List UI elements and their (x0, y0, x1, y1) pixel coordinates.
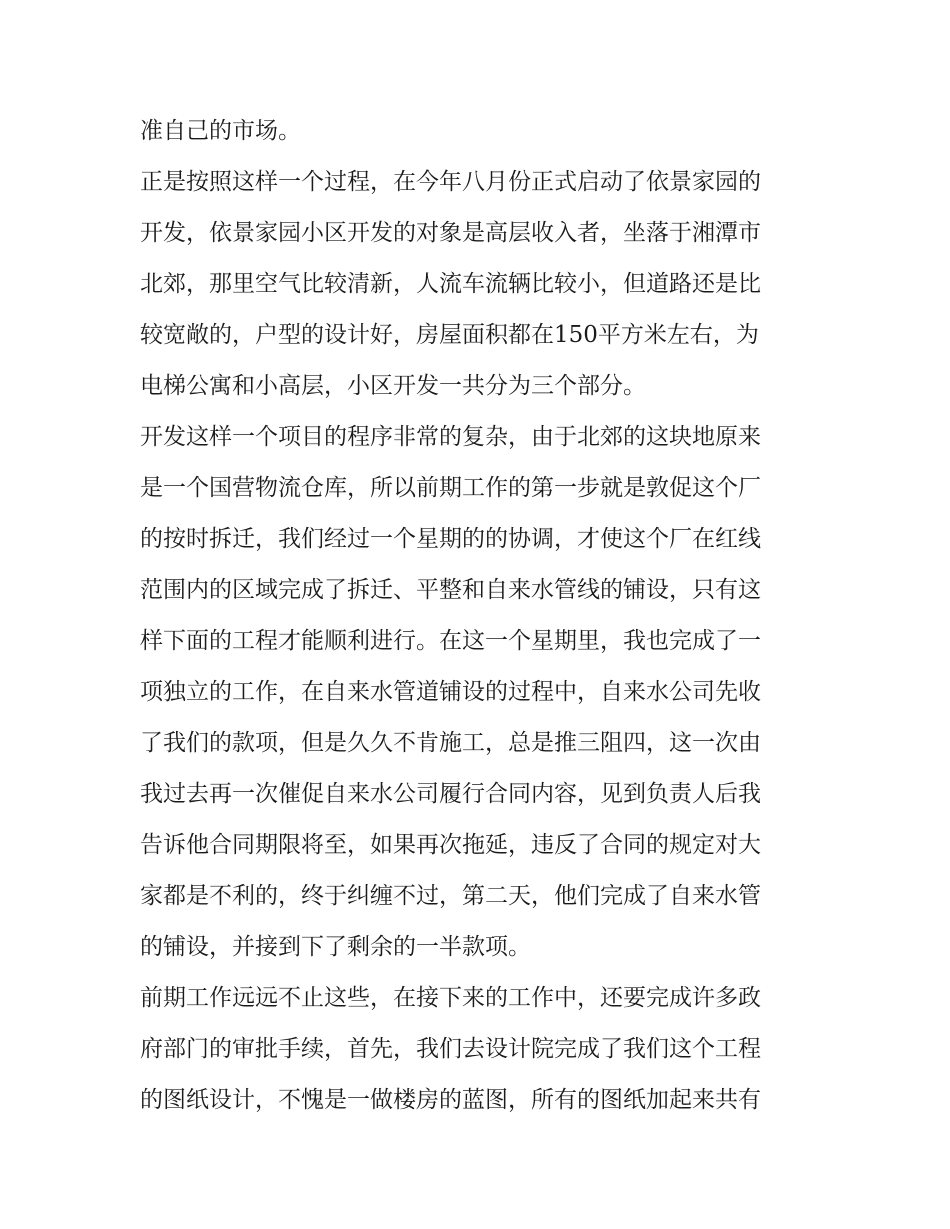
text-line: 的按时拆迁，我们经过一个星期的的协调，才使这个厂在红线 (140, 526, 761, 552)
text-line: 告诉他合同期限将至，如果再次拖延，违反了合同的规定对大 (140, 832, 761, 858)
text-line: 项独立的工作，在自来水管道铺设的过程中，自来水公司先收 (140, 679, 761, 705)
text-line: 府部门的审批手续，首先，我们去设计院完成了我们这个工程 (140, 1036, 761, 1062)
text-line: 样下面的工程才能顺利进行。在这一个星期里，我也完成了一 (140, 628, 761, 654)
text-line: 前期工作远远不止这些，在接下来的工作中，还要完成许多政 (140, 985, 761, 1011)
text-line: 正是按照这样一个过程，在今年八月份正式启动了依景家园的 (140, 169, 761, 195)
text-line: 开发这样一个项目的程序非常的复杂，由于北郊的这块地原来 (140, 424, 761, 450)
text-line: 我过去再一次催促自来水公司履行合同内容，见到负责人后我 (140, 781, 761, 807)
text-line: 是一个国营物流仓库，所以前期工作的第一步就是敦促这个厂 (140, 475, 761, 501)
text-line: 家都是不利的，终于纠缠不过，第二天，他们完成了自来水管 (140, 883, 761, 909)
text-line: 开发，依景家园小区开发的对象是高层收入者，坐落于湘潭市 (140, 220, 761, 246)
text-line: 的铺设，并接到下了剩余的一半款项。 (140, 934, 531, 960)
text-line: 范围内的区域完成了拆迁、平整和自来水管线的铺设，只有这 (140, 577, 761, 603)
document-body (140, 106, 820, 1126)
text-line: 准自己的市场。 (140, 118, 301, 144)
text-line: 电梯公寓和小高层，小区开发一共分为三个部分。 (140, 373, 646, 399)
text-line: 了我们的款项，但是久久不肯施工，总是推三阻四，这一次由 (140, 730, 761, 756)
text-line: 较宽敞的，户型的设计好，房屋面积都在150平方米左右，为 (140, 322, 759, 348)
text-line: 北郊，那里空气比较清新，人流车流辆比较小，但道路还是比 (140, 271, 761, 297)
text-line: 的图纸设计，不愧是一做楼房的蓝图，所有的图纸加起来共有 (140, 1087, 761, 1113)
